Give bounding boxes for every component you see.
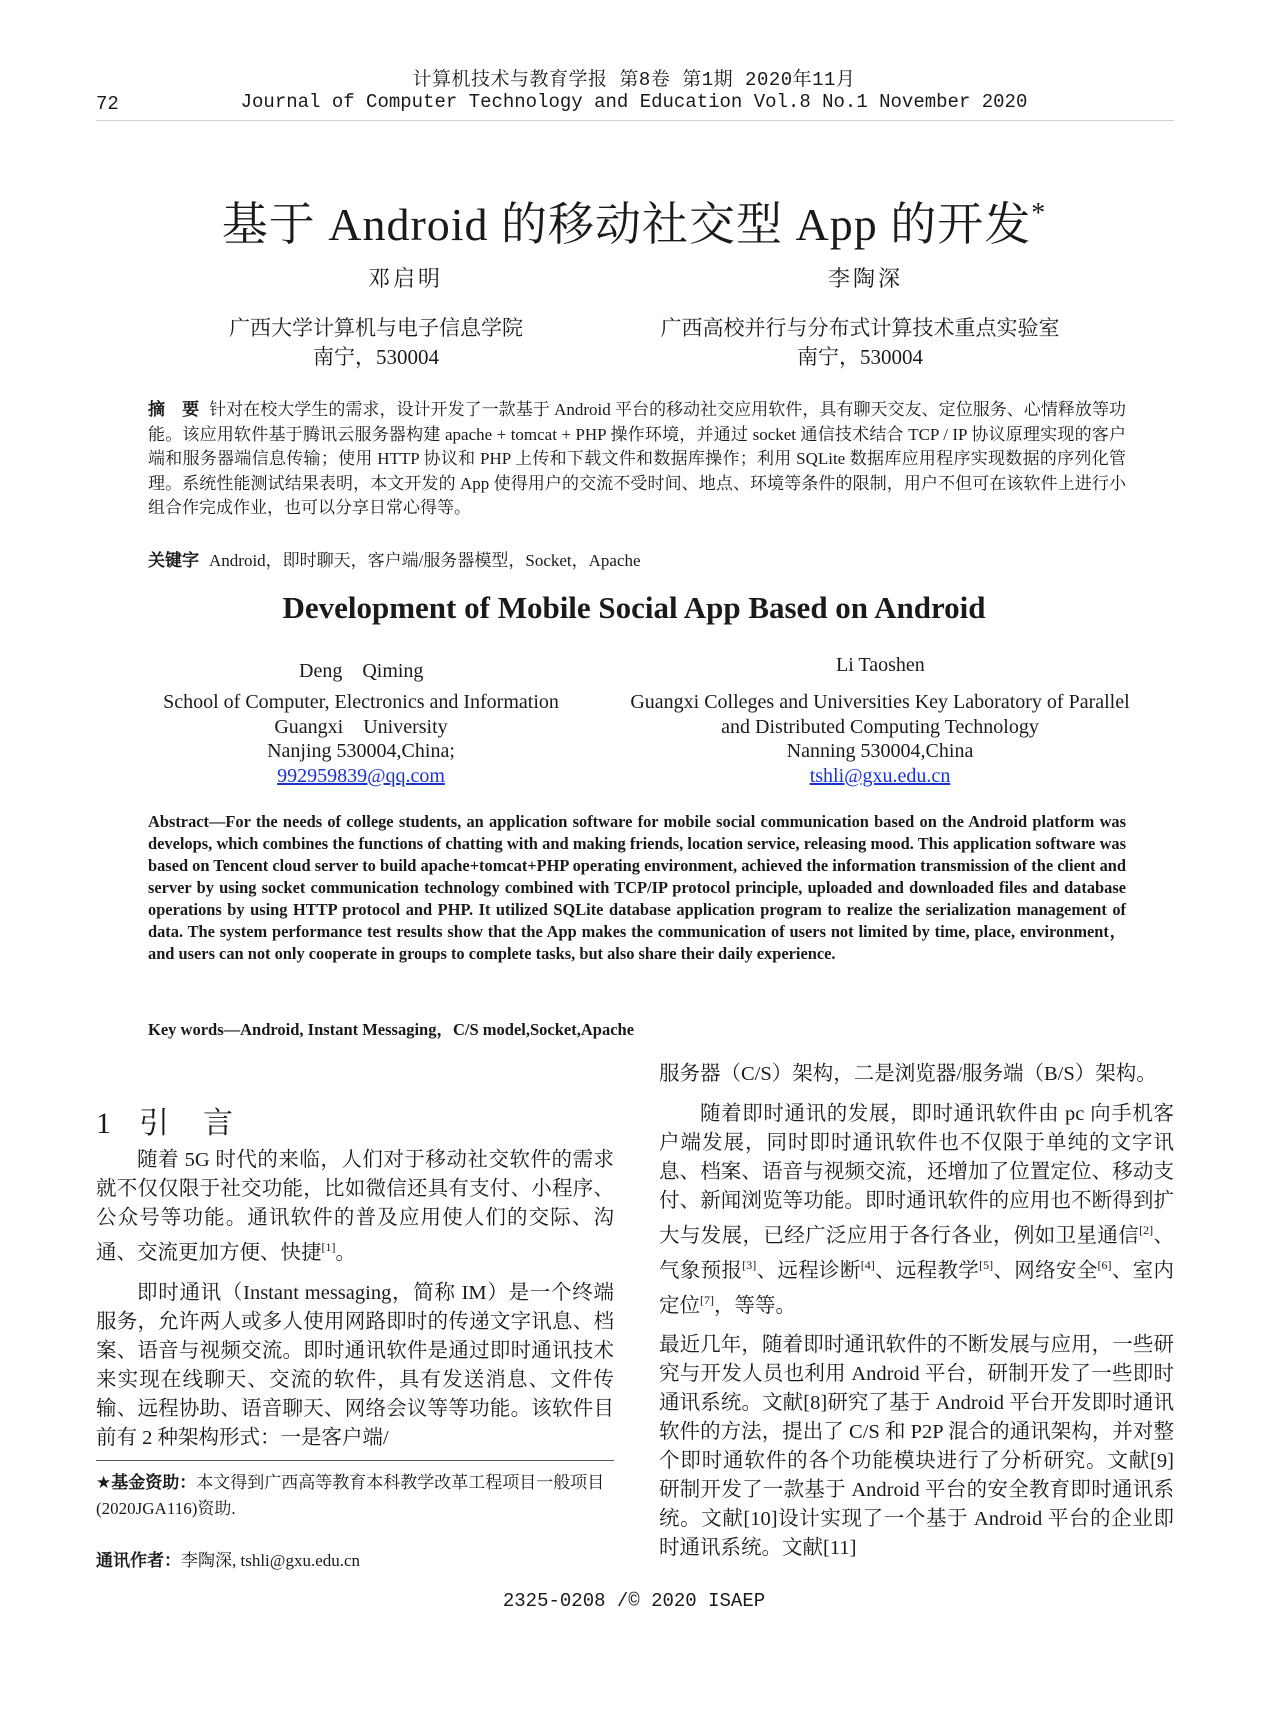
affiliation-name: 广西大学计算机与电子信息学院 bbox=[229, 316, 523, 340]
citation-ref: [2] bbox=[1139, 1223, 1154, 1237]
author-affiliation-en-2 bbox=[600, 690, 1160, 788]
journal-header-cn: 计算机技术与教育学报 第8卷 第1期 2020年11月 bbox=[412, 69, 856, 91]
affiliation-line: School of Computer, Electronics and Information bbox=[163, 691, 559, 713]
left-column bbox=[96, 1146, 614, 1453]
affiliation-city: 南宁，530004 bbox=[797, 345, 923, 369]
keywords-en: Key words—Android, Instant Messaging，C/S model,Socket,Apache bbox=[148, 1020, 635, 1039]
keywords-cn-text: Android，即时聊天，客户端/服务器模型，Socket，Apache bbox=[209, 551, 641, 570]
citation-ref: [6] bbox=[1097, 1257, 1112, 1272]
abstract-cn-label: 摘 要 bbox=[148, 400, 200, 420]
page-number: 72 bbox=[96, 93, 119, 115]
abstract-cn bbox=[148, 398, 1126, 521]
funding-text: 本文得到广西高等教育本科教学改革工程项目一般项目(2020JGA116)资助. bbox=[96, 1473, 605, 1518]
paper-title-en: Development of Mobile Social App Based on Android bbox=[282, 590, 986, 625]
author-name-cn-2: 李陶深 bbox=[828, 266, 904, 291]
body-paragraph: 最近几年，随着即时通讯软件的不断发展与应用，一些研究与开发人员也利用 Android 平台，研制开发了一些即时通讯系统。文献[8]研究了基于 Android 平台开发即时通讯软件的方法，提出了 C/S 和 P2P 混合的通讯架构，并对整个即时通软件的各个功能模块进行了分析研究。文献[9]研制开发了一款基于 Android 平台的安全教育即时通讯系统。文献[10]设计实现了一个基于 Android 平台的企业即时通讯系统。文献[11] bbox=[659, 1334, 1174, 1560]
author-email-link[interactable]: 992959839@qq.com bbox=[277, 764, 445, 787]
citation-ref: [1] bbox=[321, 1240, 336, 1254]
right-column bbox=[659, 1060, 1174, 1563]
author-name-en-1: Deng Qiming bbox=[299, 660, 424, 682]
affiliation-line: Nanning 530004,China bbox=[786, 740, 974, 762]
header-rule bbox=[96, 120, 1174, 121]
corresponding-text: 李陶深, tshli@gxu.edu.cn bbox=[181, 1551, 361, 1570]
affiliation-line: Guangxi Colleges and Universities Key Laboratory of Parallel bbox=[630, 691, 1130, 713]
keywords-cn-label: 关键字 bbox=[148, 551, 199, 571]
funding-footnote bbox=[96, 1470, 614, 1521]
keywords-cn bbox=[148, 546, 641, 571]
body-paragraph: 即时通讯（Instant messaging，简称 IM）是一个终端服务，允许两人或多人使用网路即时的传递文字讯息、档案、语音与视频交流。即时通讯软件是通过即时通讯技术来实现在线聊天、交流的软件，具有发送消息、文件传输、远程协助、语音聊天、网络会议等等功能。该软件目前有 2 种架构形式：一是客户端/ bbox=[96, 1281, 614, 1449]
citation-ref: [3] bbox=[742, 1257, 757, 1272]
body-paragraph: 随着即时通讯的发展，即时通讯软件由 pc 向手机客户端发展，同时即时通讯软件也不仅限于单纯的文字讯息、档案、语音与视频交流，还增加了位置定位、移动支付、新闻浏览等功能。即时通讯软件的应用也不断得到扩大与发展，已经广泛应用于各行各业，例如卫星通信[2]、气象预报[3]、远程诊断[4]、远程教学[5]、网络安全[6]、室内定位[7]，等等。 bbox=[659, 1103, 1175, 1317]
abstract-cn-text: 针对在校大学生的需求，设计开发了一款基于 Android 平台的移动社交应用软件，具有聊天交友、定位服务、心情释放等功能。该应用软件基于腾讯云服务器构建 apache + tomcat + PHP 操作环境，并通过 socket 通信技术结合 TCP / IP 协议原理实现的客户端和服务器端信息传输；使用 HTTP 协议和 PHP 上传和下载文件和数据库操作；利用 SQLite 数据库应用程序实现数据的序列化管理。系统性能测试结果表明，本文开发的 App 使得用户的交流不受时间、地点、环境等条件的限制，用户不但可在该软件上进行小组合作完成作业，也可以分享日常心得等。 bbox=[148, 400, 1126, 517]
corresponding-label: 通讯作者： bbox=[96, 1551, 181, 1571]
journal-header-en: Journal of Computer Technology and Education Vol.8 No.1 November 2020 bbox=[240, 91, 1028, 113]
section-number: 1 bbox=[96, 1107, 113, 1140]
affiliation-city: 南宁，530004 bbox=[313, 345, 439, 369]
author-name-en-2: Li Taoshen bbox=[836, 654, 925, 676]
citation-ref: [4] bbox=[860, 1257, 875, 1272]
citation-ref: [5] bbox=[979, 1257, 994, 1272]
affiliation-line: Nanjing 530004,China; bbox=[267, 740, 455, 762]
footnote-rule bbox=[96, 1460, 614, 1461]
author-affiliation-cn-2 bbox=[640, 314, 1080, 372]
body-paragraph: 随着 5G 时代的来临，人们对于移动社交软件的需求就不仅仅限于社交功能，比如微信还具有支付、小程序、公众号等功能。通讯软件的普及应用使人们的交际、沟通、交流更加方便、快捷[1]。 bbox=[96, 1149, 614, 1264]
abstract-en: Abstract—For the needs of college students, an application software for mobile social communication based on the Android platform was develops, which combines the functions of chatting with and making friends, location service, releasing mood. This application software was based on Tencent cloud server to build apache+tomcat+PHP operating environment, achieved the information transmission of the client and server by using socket communication technology combined with TCP/IP protocol principle, uploaded and downloaded files and database operations by using HTTP protocol and PHP. It utilized SQLite database application program to realize the serialization management of data. The system performance test results show that the App makes the communication of users not limited by time, place, environment， and users can not only cooperate in groups to complete tasks, but also share their daily experience. bbox=[148, 812, 1126, 963]
author-email-link[interactable]: tshli@gxu.edu.cn bbox=[809, 764, 951, 787]
section-heading bbox=[96, 1098, 235, 1142]
title-text: 基于 Android 的移动社交型 App 的开发 bbox=[221, 199, 1032, 250]
title-footnote-mark: * bbox=[1031, 198, 1047, 229]
citation-ref: [7] bbox=[700, 1292, 714, 1307]
paper-title-cn bbox=[0, 188, 1268, 254]
author-affiliation-en-1 bbox=[136, 690, 586, 788]
funding-label: ★基金资助： bbox=[96, 1473, 197, 1493]
affiliation-name: 广西高校并行与分布式计算技术重点实验室 bbox=[660, 316, 1060, 340]
affiliation-line: and Distributed Computing Technology bbox=[721, 715, 1039, 738]
corresponding-author-footnote bbox=[96, 1548, 614, 1574]
body-continuation: 服务器（C/S）架构，二是浏览器/服务端（B/S）架构。 bbox=[659, 1063, 1157, 1085]
affiliation-line: Guangxi University bbox=[274, 715, 448, 738]
page-footer: 2325-0208 /© 2020 ISAEP bbox=[502, 1590, 766, 1612]
author-name-cn-1: 邓启明 bbox=[368, 266, 444, 291]
author-affiliation-cn-1 bbox=[196, 314, 556, 372]
section-title: 引 言 bbox=[139, 1107, 235, 1140]
